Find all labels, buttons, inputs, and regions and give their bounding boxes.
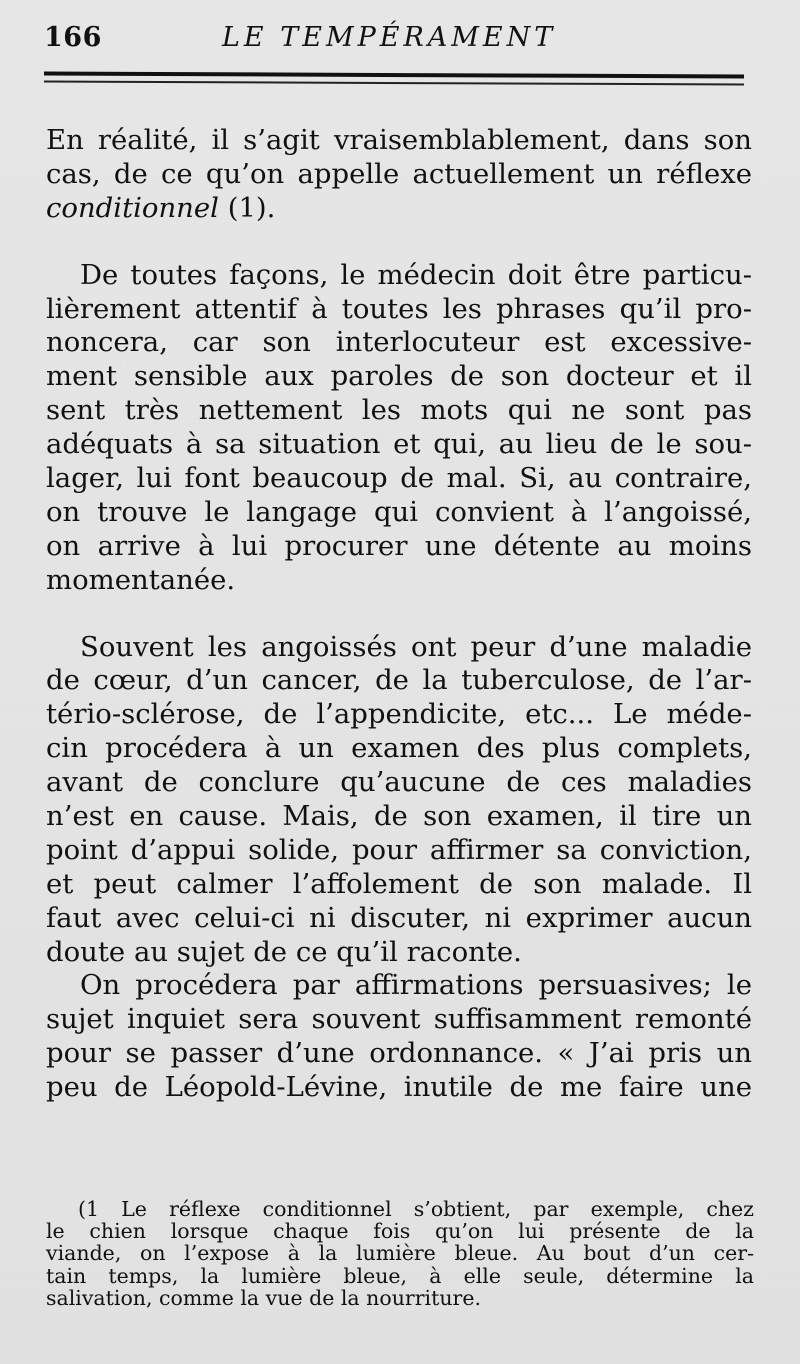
- text-line: avant de conclure qu’aucune de ces maladies: [46, 766, 752, 799]
- text-line: Souvent les angoissés ont peur d’une maladie: [80, 630, 752, 663]
- footnote-line: viande, on l’expose à la lumière bleue. Au bout d’un cer-: [46, 1241, 754, 1266]
- text-line: peu de Léopold-Lévine, inutile de me faire une: [46, 1071, 752, 1104]
- text-line: on arrive à lui procurer une détente au moins: [46, 529, 752, 562]
- text-line: momentanée.: [46, 563, 236, 596]
- text-line: [46, 192, 752, 226]
- text-line: adéquats à sa situation et qui, au lieu de le sou-: [46, 428, 752, 461]
- text-line: On procédera par affirmations persuasives; le: [80, 969, 752, 1002]
- text-line: on trouve le langage qui convient à l’angoissé,: [46, 495, 752, 528]
- text-line: sent très nettement les mots qui ne sont pas: [46, 394, 752, 427]
- text-line: cin procédera à un examen des plus complets,: [46, 732, 752, 765]
- text-line: noncera, car son interlocuteur est excessive-: [46, 326, 752, 359]
- text-line: En réalité, il s’agit vraisemblablement, dans son: [46, 124, 752, 156]
- paragraph-4: [46, 969, 752, 1105]
- text-line: n’est en cause. Mais, de son examen, il tire un: [46, 800, 752, 833]
- text-line: tério-sclérose, de l’appendicite, etc... Le méde-: [46, 698, 752, 731]
- paragraph-1: [46, 124, 752, 226]
- header-rule-thick: [44, 71, 744, 78]
- text-line: sujet inquiet sera souvent suffisamment remonté: [46, 1003, 752, 1036]
- footnote: [46, 1198, 754, 1309]
- footnote-reference: (1).: [218, 191, 276, 224]
- footnote-line: le chien lorsque chaque fois qu’on lui présente de la: [46, 1219, 754, 1244]
- paragraph-gap: [46, 226, 752, 259]
- paragraph-gap: [46, 598, 752, 631]
- running-title: LE TEMPÉRAMENT: [222, 22, 557, 53]
- text-line: ment sensible aux paroles de son docteur et il: [46, 360, 752, 393]
- paragraph-2: [46, 259, 752, 598]
- footnote-line: tain temps, la lumière bleue, à elle seule, détermine la: [46, 1263, 754, 1288]
- text-line: doute au sujet de ce qu’il raconte.: [46, 935, 522, 968]
- text-line: De toutes façons, le médecin doit être particu-: [80, 258, 752, 291]
- text-line: point d’appui solide, pour affirmer sa conviction,: [46, 833, 752, 866]
- footnote-line: salivation, comme la vue de la nourriture.: [46, 1285, 481, 1310]
- text-line: lièrement attentif à toutes les phrases qu’il pro-: [46, 292, 752, 325]
- text-line: lager, lui font beaucoup de mal. Si, au contraire,: [46, 462, 752, 495]
- text-line-run: cas, de ce qu’on appelle actuellement un réflexe: [46, 157, 752, 190]
- text-line: pour se passer d’une ordonnance. « J’ai pris un: [46, 1037, 752, 1070]
- header-rule-thin: [44, 80, 744, 85]
- paragraph-3: [46, 631, 752, 970]
- text-line: faut avec celui-ci ni discuter, ni exprimer aucun: [46, 901, 752, 934]
- page-header: [44, 20, 754, 56]
- footnote-line: (1 Le réflexe conditionnel s’obtient, par exemple, chez: [78, 1197, 754, 1221]
- text-line: [46, 158, 752, 192]
- text-line: et peut calmer l’affolement de son malade. Il: [46, 867, 752, 900]
- text-line: de cœur, d’un cancer, de la tuberculose, de l’ar-: [46, 664, 752, 697]
- body-text: [46, 124, 752, 1105]
- italic-term: conditionnel: [46, 191, 219, 224]
- page-number: 166: [44, 22, 102, 53]
